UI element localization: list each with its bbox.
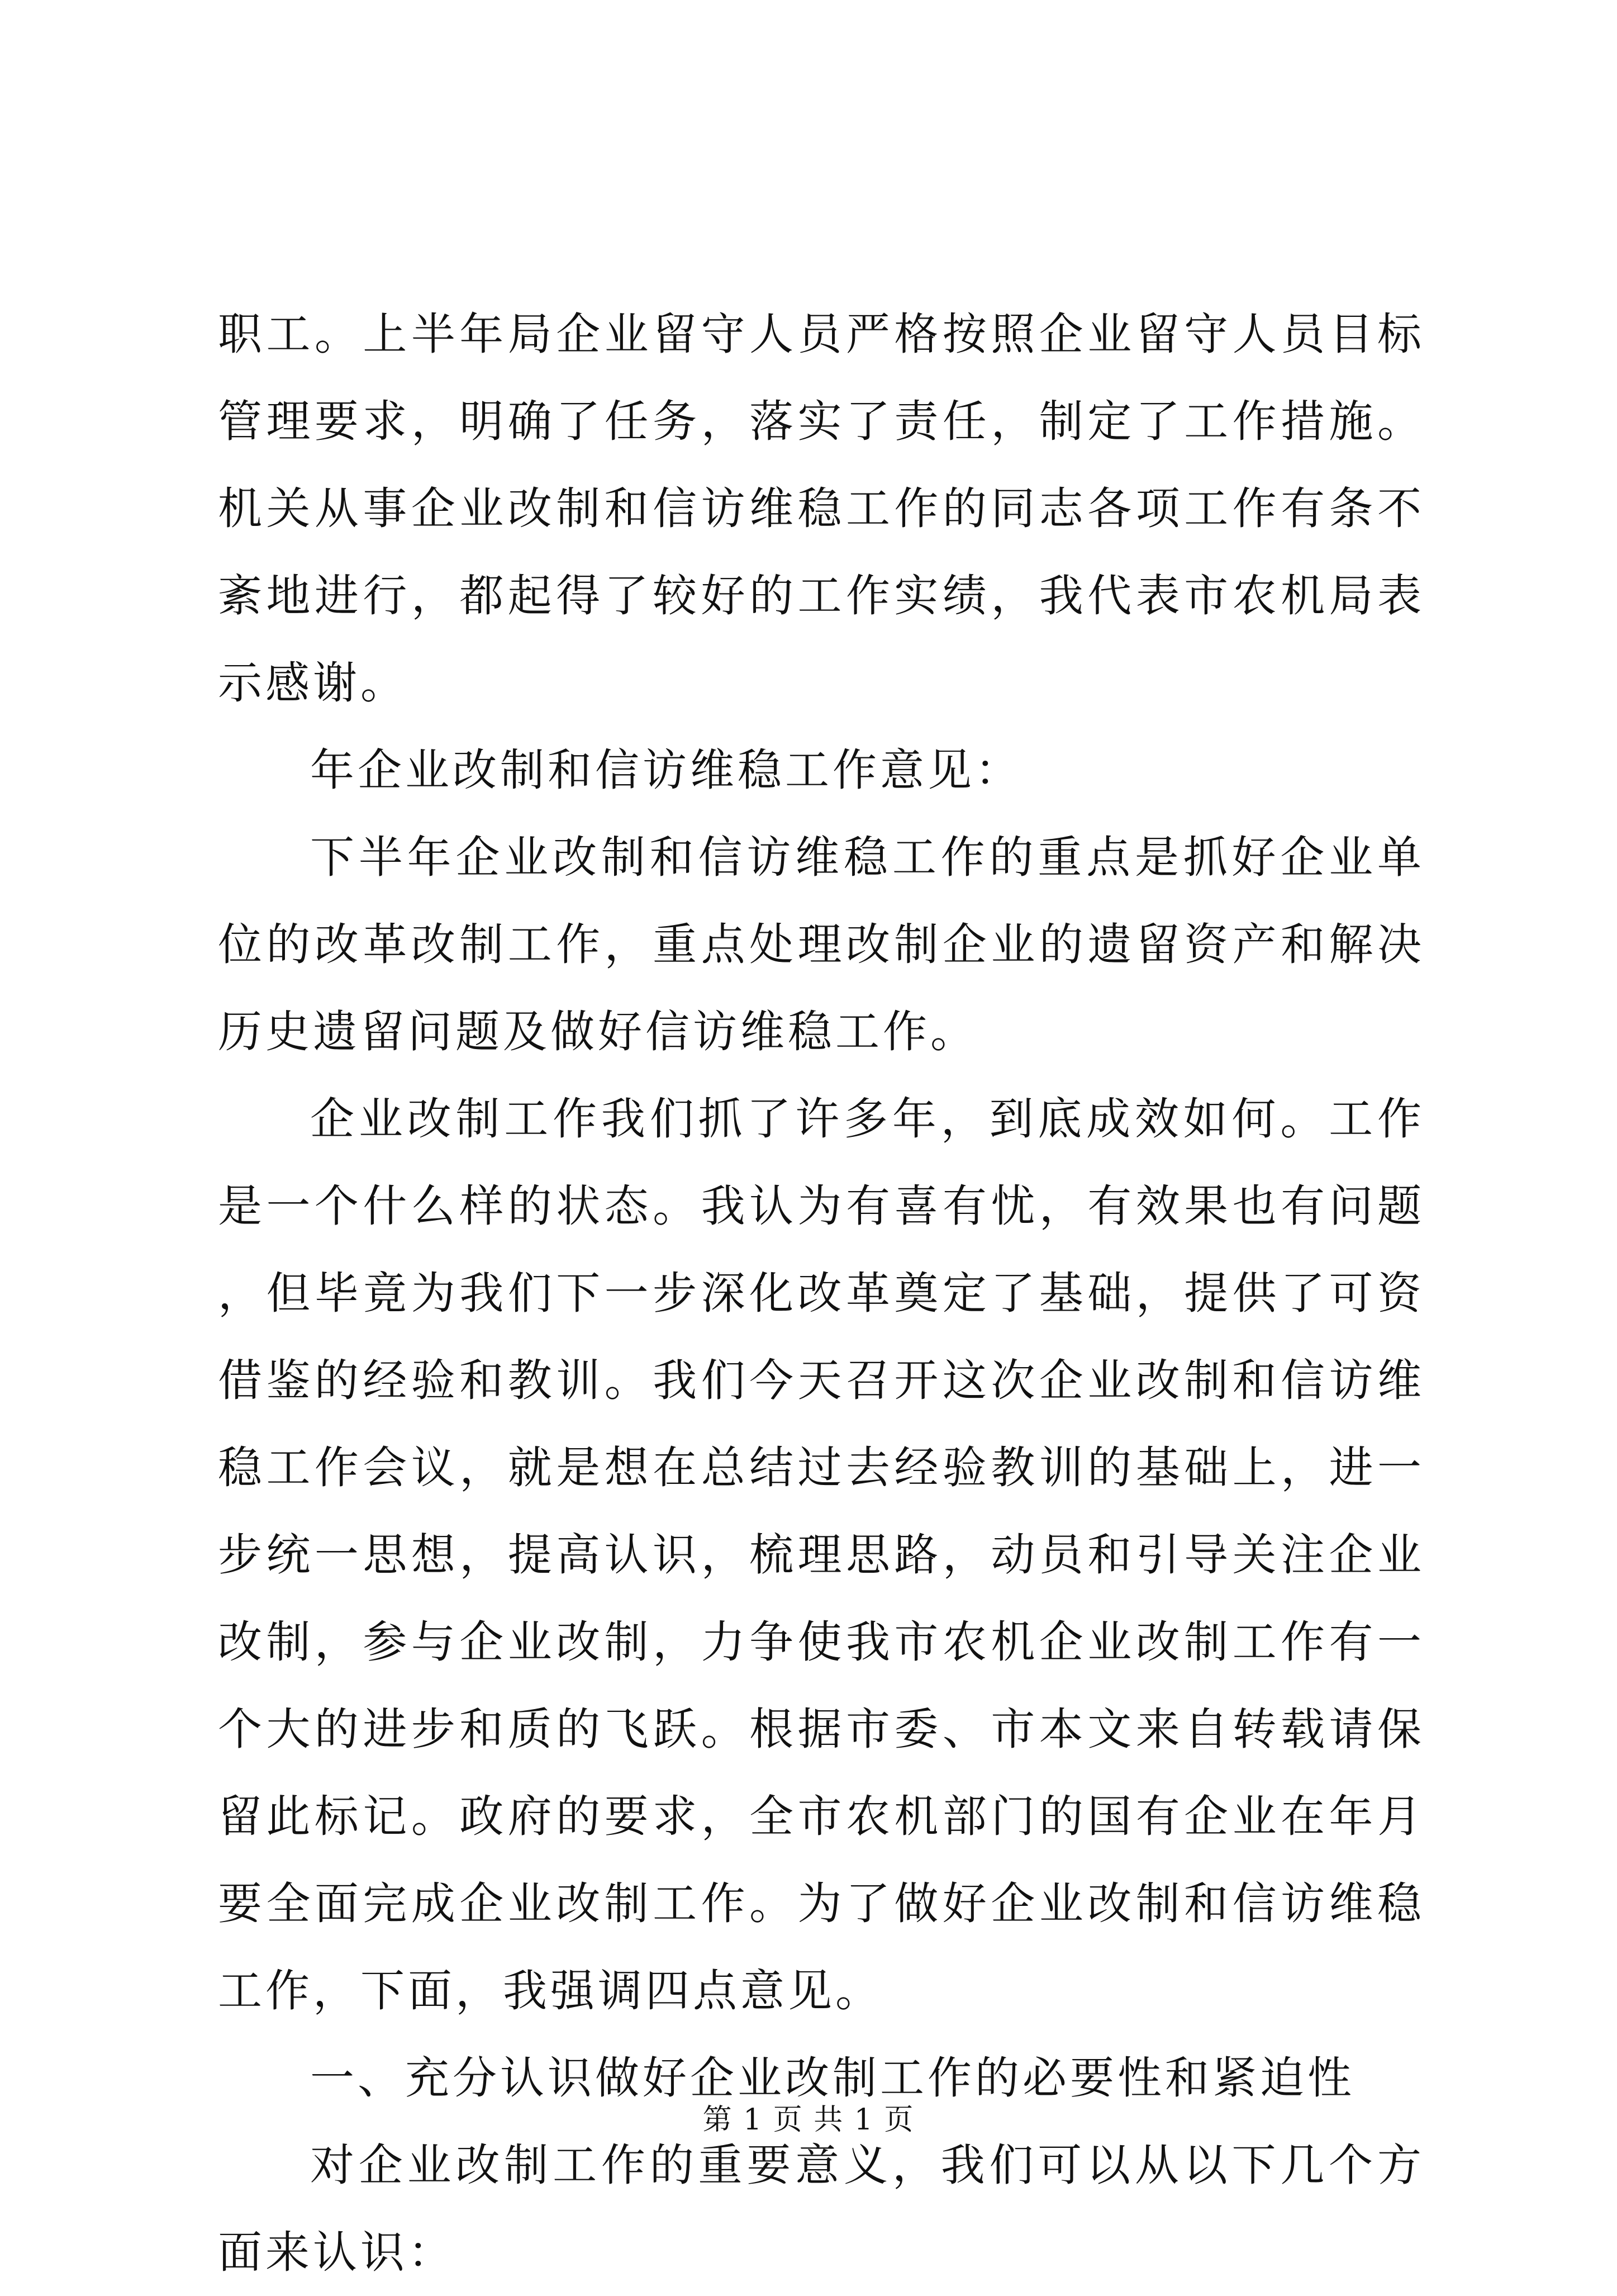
text-line: 较好的工作实绩，我代表市农机局表示感谢。 <box>218 570 1425 709</box>
text-line: 题及做好信访维稳工作。 <box>455 1006 978 1057</box>
text-line: 对企业改制工作的重要意义，我们可以从以下几个方面来认 <box>218 2140 1425 2278</box>
text-line: 下半年企业改制和信访维稳工作的重点是抓好企业单位的 <box>218 832 1425 970</box>
text-line: 改制工作有一个大的进步和质的飞跃。根据市委、市本文来自转 <box>218 1616 1425 1755</box>
text-line: 载请保留此标记。政府的要求，全市农机部门的国有企业在年月 <box>218 1704 1425 1842</box>
text-line: 企业改制工作我们抓了许多年，到底成效如何。工作是一个 <box>218 1093 1425 1232</box>
text-line: 识： <box>360 2227 455 2278</box>
text-line: 改制和信访维稳工作的同志各项工作有条不紊地进行，都起得了 <box>218 483 1425 622</box>
page-footer: 第 1 页 共 1 页 <box>702 2103 915 2137</box>
text-line: 我们今天召开这次企业改制和信访维稳工作会议，就是想在总结 <box>218 1355 1425 1493</box>
paragraph <box>218 291 1425 727</box>
document-body <box>218 291 1425 2296</box>
text-line: 年企业改制和信访维稳工作意见： <box>310 744 1022 796</box>
paragraph <box>218 1075 1425 2034</box>
text-line: 要全面完成企业改制工作。为了做好企业改制和信访维稳工作， <box>218 1878 1425 2017</box>
text-line: 们下一步深化改革奠定了基础，提供了可资借鉴的经验和教训。 <box>218 1268 1425 1406</box>
text-line: 过去经验教训的基础上，进一步统一思想，提高认识，梳理思路， <box>218 1442 1425 1581</box>
text-line: 动员和引导关注企业改制，参与企业改制，力争使我市农机企业 <box>218 1529 1425 1668</box>
paragraph <box>218 727 1425 814</box>
text-line: 一、充分认识做好企业改制工作的必要性和紧迫性 <box>310 2052 1355 2104</box>
text-line: 什么样的状态。我认为有喜有忧，有效果也有问题，但毕竟为我 <box>218 1180 1425 1319</box>
text-line: 职工。上半年局企业留守人员严格按照企业留守人员目标管理要 <box>218 309 1425 447</box>
paragraph <box>218 814 1425 1075</box>
paragraph <box>218 2122 1425 2296</box>
text-line: 下面，我强调四点意见。 <box>360 1965 883 2017</box>
text-line: 改革改制工作，重点处理改制企业的遗留资产和解决历史遗留问 <box>218 919 1425 1057</box>
text-line: 求，明确了任务，落实了责任，制定了工作措施。机关从事企业 <box>218 396 1425 534</box>
